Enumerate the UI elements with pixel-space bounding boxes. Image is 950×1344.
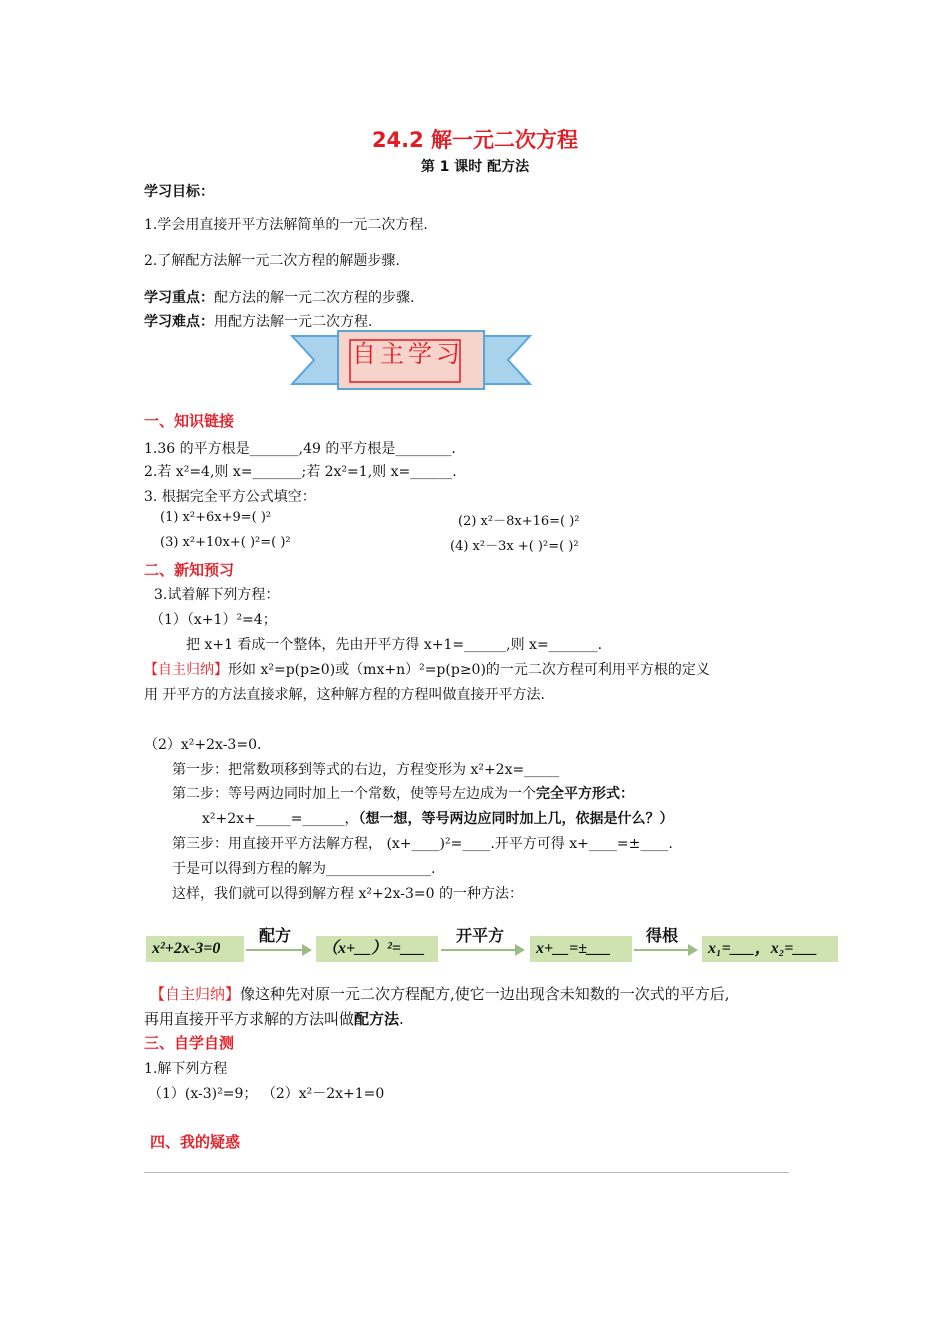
flow-box-roots: x₁=___，x₂=___ (702, 936, 838, 962)
flow-arrow-3 (634, 949, 696, 951)
key-point (144, 287, 414, 307)
section2-heading: 二、新知预习 (144, 561, 235, 579)
difficulty-text: 用配方法解一元二次方程. (214, 314, 373, 330)
formula-1: (1) x²+6x+9=( )² (160, 510, 272, 525)
step-2-emphasis: 完全平方形式： (536, 786, 634, 802)
answer-line (144, 1172, 789, 1173)
problem-1-step: 把 x+1 看成一个整体，先由开平方得 x+1=______,则 x=_______. (186, 637, 603, 653)
step-2-think: （想一想，等号两边应同时加上几，依据是什么？） (358, 811, 674, 827)
step-1: 第一步：把常数项移到等式的右边，方程变形为 x²+2x=_____ (172, 762, 560, 778)
flow-box-square-form: （x+__）²=___ (316, 936, 438, 962)
summary-2-term: 配方法 (354, 1010, 400, 1028)
key-point-label: 学习重点： (144, 290, 214, 306)
flow-arrow-1 (246, 949, 310, 951)
section4-heading: 四、我的疑惑 (150, 1133, 241, 1151)
summary-1-tag: 【自主归纳】 (144, 662, 228, 678)
step-2-equation (202, 808, 674, 828)
section1-q2: 2.若 x²=4,则 x=_______;若 2x²=1,则 x=______. (144, 464, 457, 480)
formula-3: (3) x²+10x+( )²=( )² (160, 535, 291, 550)
step-5: 这样，我们就可以得到解方程 x²+2x-3=0 的一种方法： (172, 886, 523, 902)
difficulty-label: 学习难点： (144, 314, 214, 330)
summary-2-tag: 【自主归纳】 (150, 985, 241, 1003)
goal-item-2: 2.了解配方法解一元二次方程的解题步骤. (144, 253, 400, 269)
summary-1-text: 形如 x²=p(p≥0)或（mx+n）²=p(p≥0)的一元二次方程可利用平方根的定义 (228, 662, 710, 678)
summary-1 (144, 659, 710, 679)
problem-2: （2）x²+2x-3=0. (144, 737, 262, 753)
section1-q1: 1.36 的平方根是_______,49 的平方根是________. (144, 441, 456, 457)
step-2 (172, 783, 634, 803)
formula-4: (4) x²－3x +( )²=( )² (450, 539, 579, 554)
flow-label-square-root: 开平方 (456, 926, 505, 945)
key-point-text: 配方法的解一元二次方程的步骤. (214, 290, 415, 306)
page-subtitle: 第 1 课时 配方法 (420, 159, 530, 175)
section3-question: 1.解下列方程 (144, 1061, 228, 1077)
section1-heading: 一、知识链接 (144, 412, 235, 430)
flow-box-equation: x²+2x-3=0 (146, 936, 244, 962)
section3-heading: 三、自学自测 (144, 1034, 235, 1052)
summary-1-cont: 用 开平方的方法直接求解，这种解方程的方程叫做直接开平方法. (144, 687, 545, 703)
summary-2-text: 像这种先对原一元二次方程配方,使它一边出现含未知数的一次式的平方后, (240, 985, 730, 1003)
flow-label-complete-square: 配方 (259, 926, 292, 945)
flow-label-get-roots: 得根 (646, 926, 679, 945)
step-2-eq: x²+2x+_____=______， (202, 811, 359, 827)
step-4: 于是可以得到方程的解为_______________. (172, 861, 436, 877)
formula-2: (2) x²－8x+16=( )² (458, 514, 580, 529)
problem-1: （1）（x+1）²=4； (150, 612, 277, 628)
summary-2-cont (144, 1008, 404, 1029)
section3-equations: （1）(x-3)²=9； （2）x²－2x+1=0 (148, 1086, 385, 1102)
summary-2-cont-text: 再用直接开平方求解的方法叫做 (144, 1010, 355, 1028)
step-3: 第三步：用直接开平方法解方程， (x+____)²=____.开平方可得 x+____=±____. (172, 836, 673, 852)
page-title: 24.2 解一元二次方程 (371, 128, 579, 152)
summary-2 (150, 983, 730, 1004)
section1-q3: 3. 根据完全平方公式填空： (144, 489, 316, 505)
goal-item-1: 1.学会用直接开平方法解简单的一元二次方程. (144, 217, 428, 233)
banner-text: 自主学习 (352, 340, 464, 368)
flow-box-root-form: x+__=±___ (530, 936, 632, 962)
goals-heading: 学习目标： (144, 184, 214, 200)
self-study-banner (290, 328, 532, 396)
summary-2-period: . (399, 1010, 404, 1028)
flow-arrow-2 (441, 949, 523, 951)
section2-intro: 3.试着解下列方程： (154, 587, 280, 603)
step-2-text: 第二步：等号两边同时加上一个常数，使等号左边成为一个 (172, 786, 536, 802)
